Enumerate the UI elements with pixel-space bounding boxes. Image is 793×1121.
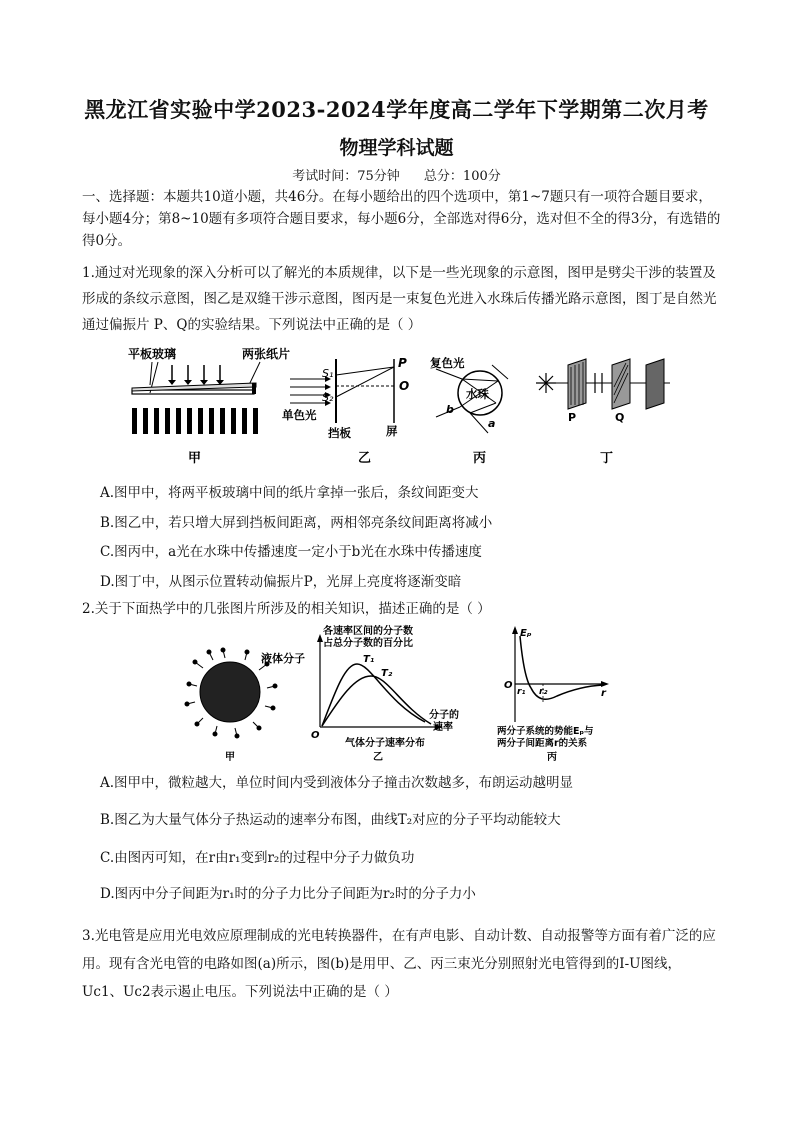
- label-q2-bing: 丙: [547, 752, 557, 763]
- label-pol-p: P: [568, 411, 577, 424]
- curve-t1: [322, 664, 425, 726]
- q1-option-c: C.图丙中，a光在水珠中传播速度一定小于b光在水珠中传播速度: [100, 544, 482, 560]
- total-score: 总分：100分: [423, 169, 501, 184]
- fig-bing-water-drop: [430, 356, 508, 466]
- label-o: O: [399, 379, 410, 393]
- q3-stem: 3.光电管是应用光电效应原理制成的光电转换器件，在有声电影、自动计数、自动报警等方面有着广泛的应用。现有含光电管的电路如图(a)所示，图(b)是用甲、乙、丙三束光分别照射光电管得到的I-U图线，Uc1、Uc2表示遏止电压。下列说法中正确的是（ ）: [82, 928, 716, 1000]
- curve-ep: [520, 636, 603, 699]
- label-origin-bing: O: [504, 680, 513, 691]
- q2-option-a: A.图甲中，微粒越大，单位时间内受到液体分子撞击次数越多，布朗运动越明显: [100, 775, 574, 791]
- fig-jia-wedge: [128, 346, 290, 466]
- fig-yi-double-slit: [282, 356, 409, 466]
- label-a: a: [488, 417, 496, 430]
- q1-option-d: D.图丁中，从图示位置转动偏振片P，光屏上亮度将逐渐变暗: [100, 574, 462, 590]
- label-two-paper: 两张纸片: [242, 347, 291, 361]
- section-instructions: 一、选择题：本题共10道小题，共46分。在每小题给出的四个选项中，第1~7题只有一项符合题目要求，每小题4分；第8~10题有多项符合题目要求，每小题6分，全部选对得6分，选对但不全的得3分，有选错的得0分。: [82, 189, 721, 249]
- label-b: b: [446, 403, 454, 416]
- label-pol-q: Q: [615, 411, 625, 424]
- label-mono-light: 单色光: [282, 408, 317, 422]
- label-r: r: [601, 688, 606, 699]
- curve-t2: [322, 676, 431, 726]
- q2-figure: [175, 622, 615, 764]
- label-baffle: 挡板: [328, 426, 351, 440]
- exam-meta: [0, 165, 793, 184]
- fig-yi-speed-distribution: [311, 624, 459, 763]
- label-ep: Eₚ: [520, 628, 532, 639]
- label-ylabel-1: 各速率区间的分子数: [323, 626, 413, 637]
- label-ding: 丁: [600, 451, 614, 466]
- label-water-drop: 水珠: [466, 387, 489, 401]
- page-subtitle: 物理学科试题: [339, 137, 454, 159]
- caption-yi: 气体分子速率分布: [345, 738, 425, 749]
- label-p: P: [398, 356, 407, 370]
- label-s1: S₁: [322, 367, 334, 380]
- label-ylabel-2: 占总分子数的百分比: [323, 638, 413, 649]
- exam-time: 考试时间：75分钟: [292, 169, 400, 184]
- page-title: 黑龙江省实验中学2023-2024学年度高二学年下学期第二次月考: [84, 97, 709, 122]
- fig-bing-potential: [497, 626, 609, 763]
- label-screen: 屏: [386, 424, 398, 438]
- label-liquid-molecule: 液体分子: [261, 652, 305, 665]
- label-flat-glass: 平板玻璃: [128, 347, 177, 361]
- q2-stem: 2.关于下面热学中的几张图片所涉及的相关知识，描述正确的是（ ）: [82, 601, 491, 617]
- label-xlabel-2: 速率: [433, 722, 453, 733]
- label-r2: r₂: [539, 687, 548, 697]
- q2-option-c: C.由图丙可知，在r由r₁变到r₂的过程中分子力做负功: [100, 850, 415, 866]
- label-r1: r₁: [517, 687, 526, 697]
- label-t1: T₁: [363, 654, 375, 665]
- label-xlabel-1: 分子的: [429, 710, 459, 721]
- q1-figure: [110, 345, 690, 470]
- label-t2: T₂: [381, 668, 393, 679]
- label-yi: 乙: [358, 451, 372, 466]
- q2-option-d: D.图丙中分子间距为r₁时的分子力比分子间距为r₂时的分子力小: [100, 886, 476, 902]
- label-s2: S₂: [322, 391, 334, 404]
- caption-bing-1: 两分子系统的势能Eₚ与: [497, 726, 594, 737]
- fig-jia-brownian: [185, 648, 305, 763]
- label-q2-yi: 乙: [373, 752, 383, 763]
- q1-option-a: A.图甲中，将两平板玻璃中间的纸片拿掉一张后，条纹间距变大: [100, 485, 479, 501]
- fig-ding-polarizer: [536, 359, 670, 466]
- caption-bing-2: 两分子间距离r的关系: [497, 738, 588, 749]
- q1-stem: 1.通过对光现象的深入分析可以了解光的本质规律，以下是一些光现象的示意图，图甲是劈尖干涉的装置及形成的条纹示意图，图乙是双缝干涉示意图，图丙是一束复色光进入水珠后传播光路示意图，图丁是自然光通过偏振片 P、Q的实验结果。下列说法中正确的是（ ）: [82, 265, 717, 333]
- label-jia: 甲: [188, 451, 202, 466]
- label-bing: 丙: [473, 451, 487, 466]
- q2-option-b: B.图乙为大量气体分子热运动的速率分布图，曲线T₂对应的分子平均动能较大: [100, 812, 561, 828]
- label-complex-light: 复色光: [430, 356, 465, 370]
- q1-option-b: B.图乙中，若只增大屏到挡板间距离，两相邻亮条纹间距离将减小: [100, 515, 493, 531]
- label-origin-yi: O: [311, 730, 320, 741]
- label-q2-jia: 甲: [225, 752, 235, 763]
